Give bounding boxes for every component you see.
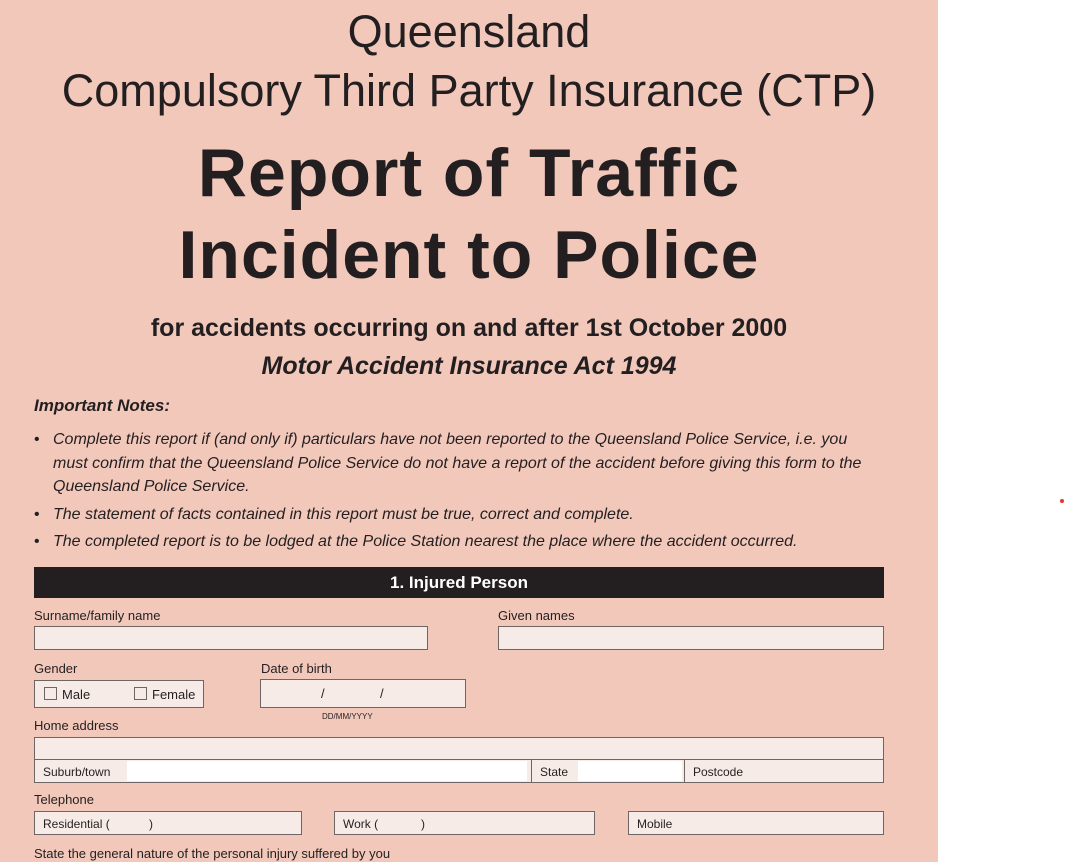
dob-field[interactable]	[260, 679, 466, 708]
telephone-label: Telephone	[34, 792, 94, 807]
mobile-phone-field[interactable]	[628, 811, 884, 835]
suburb-input[interactable]	[127, 761, 527, 781]
section-header-injured-person: 1. Injured Person	[34, 567, 884, 598]
header-state: Queensland	[347, 6, 591, 57]
notes-list	[34, 428, 864, 558]
close-paren: )	[149, 817, 153, 831]
male-checkbox[interactable]	[44, 687, 57, 700]
injury-description-label: State the general nature of the personal injury suffered by you	[34, 846, 391, 861]
state-field[interactable]	[532, 760, 685, 782]
notes-title: Important Notes:	[34, 396, 170, 415]
red-dot-marker	[1060, 499, 1064, 503]
form-title-line2: Incident to Police	[178, 217, 760, 293]
state-input[interactable]	[578, 761, 682, 781]
surname-field[interactable]	[34, 626, 428, 650]
home-address-label: Home address	[34, 718, 119, 733]
work-label: Work (	[343, 817, 379, 831]
residential-label: Residential (	[43, 817, 110, 831]
given-names-label: Given names	[498, 608, 575, 623]
dob-separator: /	[380, 686, 384, 701]
note-item: • Complete this report if (and only if) particulars have not been reported to the Queensland Police Service, i.e. you must confirm that the Queensland Police Service do not have a report of the accident before giving this form to the Queensland Police Service.	[34, 428, 864, 499]
residential-phone-field[interactable]	[34, 811, 302, 835]
female-label: Female	[152, 687, 196, 702]
given-names-field[interactable]	[498, 626, 884, 650]
dob-separator: /	[321, 686, 325, 701]
postcode-field[interactable]	[685, 760, 883, 782]
suburb-state-postcode-row	[34, 759, 884, 783]
bullet-icon: •	[34, 533, 40, 550]
close-paren: )	[421, 817, 425, 831]
surname-label: Surname/family name	[34, 608, 161, 623]
bullet-icon: •	[34, 505, 40, 523]
dob-label: Date of birth	[261, 661, 332, 676]
header-scheme: Compulsory Third Party Insurance (CTP)	[61, 65, 877, 116]
home-address-field[interactable]	[34, 737, 884, 760]
bullet-icon: •	[34, 431, 40, 448]
male-label: Male	[62, 687, 91, 702]
gender-group	[34, 680, 204, 708]
mobile-label: Mobile	[637, 817, 673, 831]
dob-format-hint: DD/MM/YYYY	[322, 712, 373, 721]
work-phone-field[interactable]	[334, 811, 595, 835]
suburb-label: Suburb/town	[43, 765, 111, 779]
form-subtitle: for accidents occurring on and after 1st October 2000	[150, 314, 788, 342]
act-reference: Motor Accident Insurance Act 1994	[261, 352, 677, 380]
note-item: • The completed report is to be lodged at the Police Station nearest the place where the accident occurred.	[34, 530, 864, 554]
form-title-line1: Report of Traffic	[197, 135, 741, 211]
female-checkbox[interactable]	[134, 687, 147, 700]
note-item: • The statement of facts contained in this report must be true, correct and complete.	[34, 503, 864, 527]
state-label: State	[540, 765, 569, 779]
postcode-label: Postcode	[693, 765, 744, 779]
gender-label: Gender	[34, 661, 78, 676]
suburb-field[interactable]	[35, 760, 532, 782]
